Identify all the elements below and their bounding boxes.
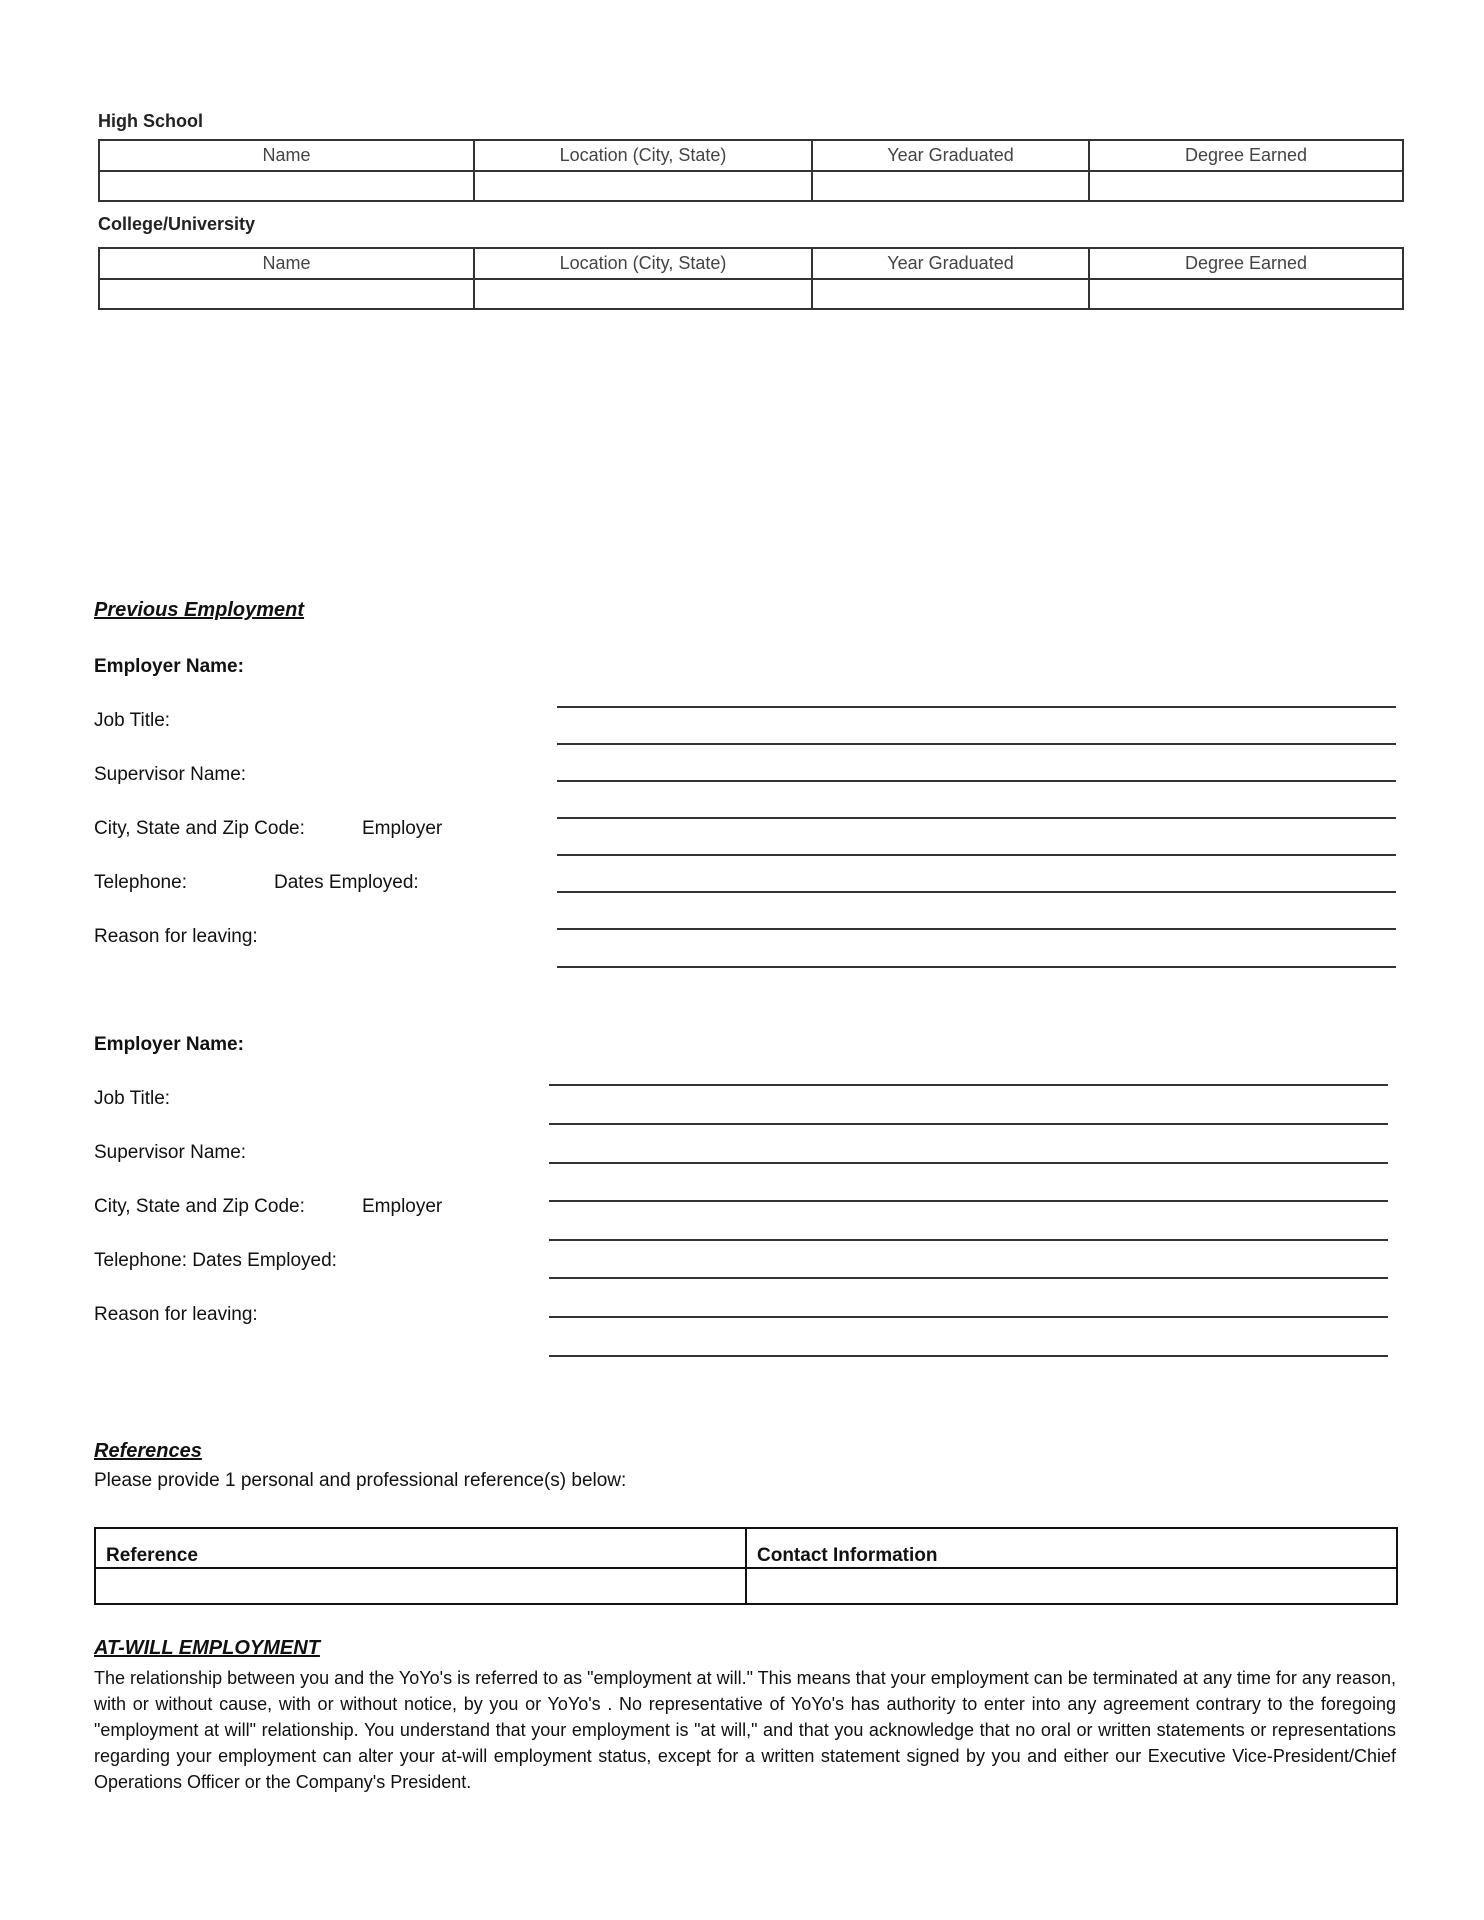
header-name: Name: [99, 140, 474, 171]
header-contact-information: Contact Information: [746, 1528, 1397, 1568]
employer1-supervisor-label: Supervisor Name:: [94, 764, 247, 785]
table-row: [99, 171, 1403, 201]
employer2-employer-telephone-line[interactable]: [549, 1239, 1388, 1241]
high-school-location-cell[interactable]: [474, 171, 812, 201]
employer2-supervisor-label: Supervisor Name:: [94, 1142, 247, 1163]
employer1-employer-telephone-line[interactable]: [557, 854, 1396, 856]
employer2-supervisor-line[interactable]: [549, 1162, 1388, 1164]
employer1-employer-label: Employer: [362, 818, 443, 839]
employer2-job-title-label: Job Title:: [94, 1088, 171, 1109]
employer1-dates-label: Dates Employed:: [274, 872, 419, 893]
college-location-cell[interactable]: [474, 279, 812, 309]
employer2-city-label: City, State and Zip Code:: [94, 1196, 305, 1217]
table-row: [95, 1568, 1397, 1604]
employer1-name-label: Employer Name:: [94, 656, 244, 677]
employer1-name-line[interactable]: [557, 706, 1396, 708]
college-name-cell[interactable]: [99, 279, 474, 309]
employer1-dates-line[interactable]: [557, 891, 1396, 893]
employer2-reason-line-2[interactable]: [549, 1355, 1388, 1357]
college-year-cell[interactable]: [812, 279, 1089, 309]
employer1-telephone-label: Telephone:: [94, 872, 187, 893]
table-header-row: [99, 248, 1403, 279]
employer2-name-line[interactable]: [549, 1084, 1388, 1086]
header-reference: Reference: [95, 1528, 746, 1568]
references-table: [94, 1527, 1398, 1605]
header-location: Location (City, State): [474, 140, 812, 171]
employer2-telephone-dates-label: Telephone: Dates Employed:: [94, 1250, 337, 1271]
employer1-city-label: City, State and Zip Code:: [94, 818, 305, 839]
at-will-paragraph: The relationship between you and the YoYo's is referred to as "employment at will." This means that your employment can be terminated at any time for any reason, with or without cause, with or without notice, by you or YoYo's . No representative of YoYo's has authority to enter into any agreement contrary to the foregoing "employment at will" relationship. You understand that your employment is "at will," and that you acknowledge that no oral or written statements or representations regarding your employment can alter your at-will employment status, except for a written statement signed by you and either our Executive Vice-President/Chief Operations Officer or the Company's President.: [94, 1668, 1396, 1792]
header-year-graduated: Year Graduated: [812, 248, 1089, 279]
contact-information-cell[interactable]: [746, 1568, 1397, 1604]
college-table: [98, 247, 1404, 310]
references-heading: References: [94, 1440, 202, 1462]
high-school-label: High School: [98, 111, 203, 131]
references-instruction: Please provide 1 personal and professional reference(s) below:: [94, 1470, 627, 1491]
header-location: Location (City, State): [474, 248, 812, 279]
employer2-employer-label: Employer: [362, 1196, 443, 1217]
high-school-table: [98, 139, 1404, 202]
table-header-row: [95, 1528, 1397, 1568]
employer1-supervisor-line[interactable]: [557, 780, 1396, 782]
employer2-reason-line[interactable]: [549, 1316, 1388, 1318]
high-school-degree-cell[interactable]: [1089, 171, 1403, 201]
employer2-name-label: Employer Name:: [94, 1034, 244, 1055]
header-name: Name: [99, 248, 474, 279]
header-degree-earned: Degree Earned: [1089, 140, 1403, 171]
header-degree-earned: Degree Earned: [1089, 248, 1403, 279]
employer2-reason-label: Reason for leaving:: [94, 1304, 258, 1325]
employer1-reason-label: Reason for leaving:: [94, 926, 258, 947]
employer2-city-line[interactable]: [549, 1200, 1388, 1202]
reference-cell[interactable]: [95, 1568, 746, 1604]
employer1-reason-line[interactable]: [557, 928, 1396, 930]
employer1-job-title-label: Job Title:: [94, 710, 171, 731]
previous-employment-heading: Previous Employment: [94, 599, 305, 621]
at-will-heading: AT-WILL EMPLOYMENT: [94, 1637, 320, 1659]
college-label: College/University: [98, 214, 256, 234]
employer1-city-line[interactable]: [557, 817, 1396, 819]
table-header-row: [99, 140, 1403, 171]
table-row: [99, 279, 1403, 309]
employer1-job-title-line[interactable]: [557, 743, 1396, 745]
header-year-graduated: Year Graduated: [812, 140, 1089, 171]
employer2-dates-line[interactable]: [549, 1277, 1388, 1279]
high-school-year-cell[interactable]: [812, 171, 1089, 201]
employer1-reason-line-2[interactable]: [557, 966, 1396, 968]
high-school-name-cell[interactable]: [99, 171, 474, 201]
employer2-job-title-line[interactable]: [549, 1123, 1388, 1125]
college-degree-cell[interactable]: [1089, 279, 1403, 309]
